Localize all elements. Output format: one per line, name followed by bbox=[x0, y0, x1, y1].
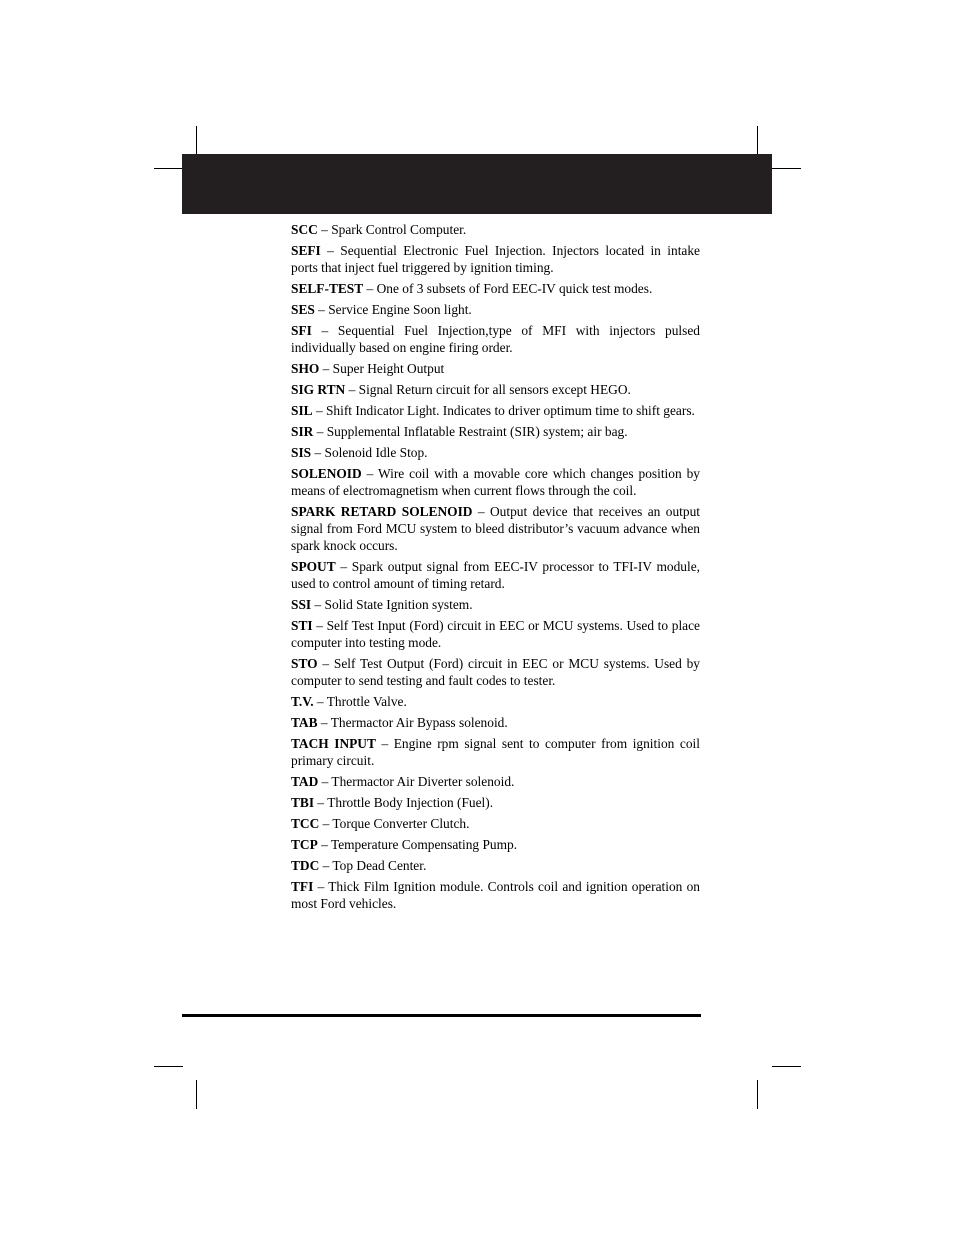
glossary-definition: – Throttle Body Injection (Fuel). bbox=[314, 795, 494, 810]
glossary-term: STI bbox=[291, 618, 313, 633]
glossary-term: SIG RTN bbox=[291, 382, 346, 397]
glossary-entry bbox=[291, 773, 700, 790]
glossary-term: SOLENOID bbox=[291, 466, 362, 481]
crop-mark-top-right-horizontal bbox=[772, 168, 801, 169]
glossary-definition: – Throttle Valve. bbox=[313, 694, 407, 709]
glossary-definition: – Thermactor Air Diverter solenoid. bbox=[318, 774, 515, 789]
glossary-term: SIR bbox=[291, 424, 314, 439]
crop-mark-top-left-vertical bbox=[196, 126, 197, 155]
glossary-term: TBI bbox=[291, 795, 315, 810]
crop-mark-bottom-right-vertical bbox=[757, 1080, 758, 1109]
glossary-definition: – Thick Film Ignition module. Controls coil and ignition operation on most Ford vehicles. bbox=[291, 879, 700, 911]
glossary-term: T.V. bbox=[291, 694, 314, 709]
glossary-entry bbox=[291, 423, 700, 440]
glossary-definition: – Wire coil with a movable core which changes position by means of electromagnetism when current flows through the coil. bbox=[291, 466, 700, 498]
glossary-term: SELF-TEST bbox=[291, 281, 364, 296]
glossary-term: SES bbox=[291, 302, 315, 317]
glossary-entry bbox=[291, 558, 700, 592]
glossary-definition: – Top Dead Center. bbox=[319, 858, 427, 873]
glossary-entry bbox=[291, 280, 700, 297]
glossary-term: STO bbox=[291, 656, 318, 671]
glossary-term: TDC bbox=[291, 858, 320, 873]
glossary-definition: – Signal Return circuit for all sensors except HEGO. bbox=[345, 382, 631, 397]
glossary-definition: – Temperature Compensating Pump. bbox=[317, 837, 518, 852]
glossary-entry bbox=[291, 322, 700, 356]
glossary-definition: – Thermactor Air Bypass solenoid. bbox=[317, 715, 508, 730]
glossary-entry bbox=[291, 794, 700, 811]
glossary-definition: – Self Test Output (Ford) circuit in EEC or MCU systems. Used by computer to send testing and fault codes to tester. bbox=[291, 656, 700, 688]
glossary-definition: – One of 3 subsets of Ford EEC-IV quick test modes. bbox=[363, 281, 653, 296]
glossary-entry bbox=[291, 301, 700, 318]
crop-mark-top-left-horizontal bbox=[154, 168, 183, 169]
glossary-entry bbox=[291, 878, 700, 912]
glossary-term: SFI bbox=[291, 323, 312, 338]
glossary-definition: – Spark Control Computer. bbox=[317, 222, 467, 237]
glossary-entry bbox=[291, 857, 700, 874]
glossary-entry bbox=[291, 596, 700, 613]
glossary-entry bbox=[291, 503, 700, 554]
glossary-entry bbox=[291, 693, 700, 710]
glossary-entry bbox=[291, 402, 700, 419]
glossary-term: TAB bbox=[291, 715, 318, 730]
glossary-definition: – Sequential Fuel Injection,type of MFI with injectors pulsed individually based on engine firing order. bbox=[291, 323, 700, 355]
glossary-term: SHO bbox=[291, 361, 320, 376]
header-bar bbox=[182, 154, 772, 214]
glossary-entry bbox=[291, 381, 700, 398]
glossary-entry bbox=[291, 360, 700, 377]
glossary-entry bbox=[291, 836, 700, 853]
glossary-entry bbox=[291, 735, 700, 769]
glossary-entry bbox=[291, 465, 700, 499]
glossary-entry bbox=[291, 242, 700, 276]
glossary-definition: – Shift Indicator Light. Indicates to driver optimum time to shift gears. bbox=[312, 403, 695, 418]
glossary-entry bbox=[291, 714, 700, 731]
glossary-definition: – Super Height Output bbox=[319, 361, 445, 376]
glossary-term: TAD bbox=[291, 774, 319, 789]
glossary-definition: – Solenoid Idle Stop. bbox=[311, 445, 428, 460]
glossary-term: SEFI bbox=[291, 243, 321, 258]
glossary-definition: – Self Test Input (Ford) circuit in EEC or MCU systems. Used to place computer into testing mode. bbox=[291, 618, 700, 650]
glossary-term: SPOUT bbox=[291, 559, 336, 574]
glossary-term: TCP bbox=[291, 837, 318, 852]
crop-mark-bottom-right-horizontal bbox=[772, 1066, 801, 1067]
glossary-entry bbox=[291, 655, 700, 689]
glossary-term: SIL bbox=[291, 403, 313, 418]
glossary-definition: – Torque Converter Clutch. bbox=[319, 816, 470, 831]
glossary-term: SCC bbox=[291, 222, 318, 237]
footer-rule bbox=[182, 1014, 701, 1017]
glossary-term: SIS bbox=[291, 445, 312, 460]
glossary-term: SPARK RETARD SOLENOID bbox=[291, 504, 473, 519]
glossary-term: TFI bbox=[291, 879, 314, 894]
crop-mark-bottom-left-horizontal bbox=[154, 1066, 183, 1067]
glossary-definition: – Spark output signal from EEC-IV processor to TFI-IV module, used to control amount of timing retard. bbox=[291, 559, 700, 591]
glossary-definition: – Output device that receives an output signal from Ford MCU system to bleed distributor’s vacuum advance when spark knock occurs. bbox=[291, 504, 700, 553]
glossary-entry bbox=[291, 617, 700, 651]
glossary-definition: – Supplemental Inflatable Restraint (SIR) system; air bag. bbox=[313, 424, 628, 439]
glossary-entry bbox=[291, 221, 700, 238]
glossary-entry bbox=[291, 444, 700, 461]
crop-mark-top-right-vertical bbox=[757, 126, 758, 155]
glossary-definition: – Engine rpm signal sent to computer from ignition coil primary circuit. bbox=[291, 736, 700, 768]
glossary-definition: – Solid State Ignition system. bbox=[311, 597, 473, 612]
glossary-list bbox=[291, 221, 700, 916]
glossary-term: TACH INPUT bbox=[291, 736, 376, 751]
glossary-entry bbox=[291, 815, 700, 832]
crop-mark-bottom-left-vertical bbox=[196, 1080, 197, 1109]
glossary-term: SSI bbox=[291, 597, 312, 612]
glossary-definition: – Service Engine Soon light. bbox=[314, 302, 472, 317]
glossary-term: TCC bbox=[291, 816, 320, 831]
glossary-definition: – Sequential Electronic Fuel Injection. Injectors located in intake ports that inject fuel triggered by ignition timing. bbox=[291, 243, 700, 275]
